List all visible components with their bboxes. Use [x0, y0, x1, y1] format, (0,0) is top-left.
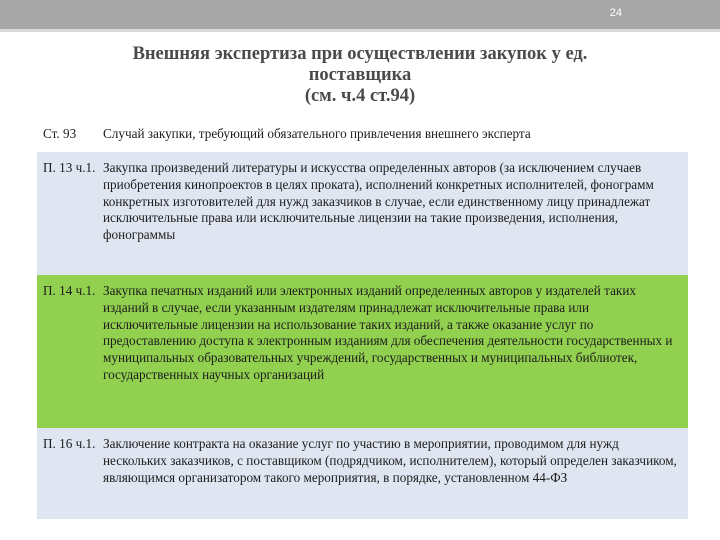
row-description: Заключение контракта на оказание услуг по участию в мероприятии, проводимом для нужд нескольких заказчиков, с поставщиком (подрядчиком, исполнителем), который определен заказчиком, являющимся организатором такого мероприятия, в порядке, установленном 44-ФЗ: [103, 436, 677, 485]
row-ref: П. 14 ч.1.: [43, 283, 96, 298]
slide-title-line-1: Внешняя экспертиза при осуществлении закупок у ед.: [132, 44, 588, 64]
header-divider: [0, 29, 720, 32]
row-ref: П. 13 ч.1.: [43, 160, 96, 175]
slide-title: [90, 44, 630, 107]
table-row: [37, 152, 688, 275]
row-description: Закупка печатных изданий или электронных изданий определенных авторов у издателей таких изданий в случае, если указанным издателям принадлежат исключительные права или исключительные лицензии на использование таких изданий, а также оказание услуг по предоставлению доступа к электронным изданиям для обеспечения деятельности государственных и муниципальных образовательных учреждений, государственных и муниципальных библиотек, государственных научных организаций: [103, 283, 673, 382]
page-number: 24: [609, 7, 622, 19]
slide-title-line-3: (см. ч.4 ст.94): [304, 86, 416, 106]
row-description: Закупка произведений литературы и искусства определенных авторов (за исключением случаев приобретения кинопроектов в целях проката), исполнений конкретных исполнителей, фонограмм конкретных изготовителей для нужд заказчиков в случае, если единственному лицу принадлежат исключительные права или исключительные лицензии на такие произведения, исполнения, фонограммы: [103, 160, 654, 243]
table-header-row: [37, 118, 688, 152]
table-row-highlighted: [37, 275, 688, 428]
table-header-ref: Ст. 93: [43, 126, 77, 141]
row-ref: П. 16 ч.1.: [43, 436, 96, 451]
slide-title-line-2: поставщика: [308, 65, 412, 85]
table-header-description: Случай закупки, требующий обязательного привлечения внешнего эксперта: [103, 126, 531, 141]
table-row: [37, 428, 688, 519]
procurement-table: [37, 118, 688, 519]
